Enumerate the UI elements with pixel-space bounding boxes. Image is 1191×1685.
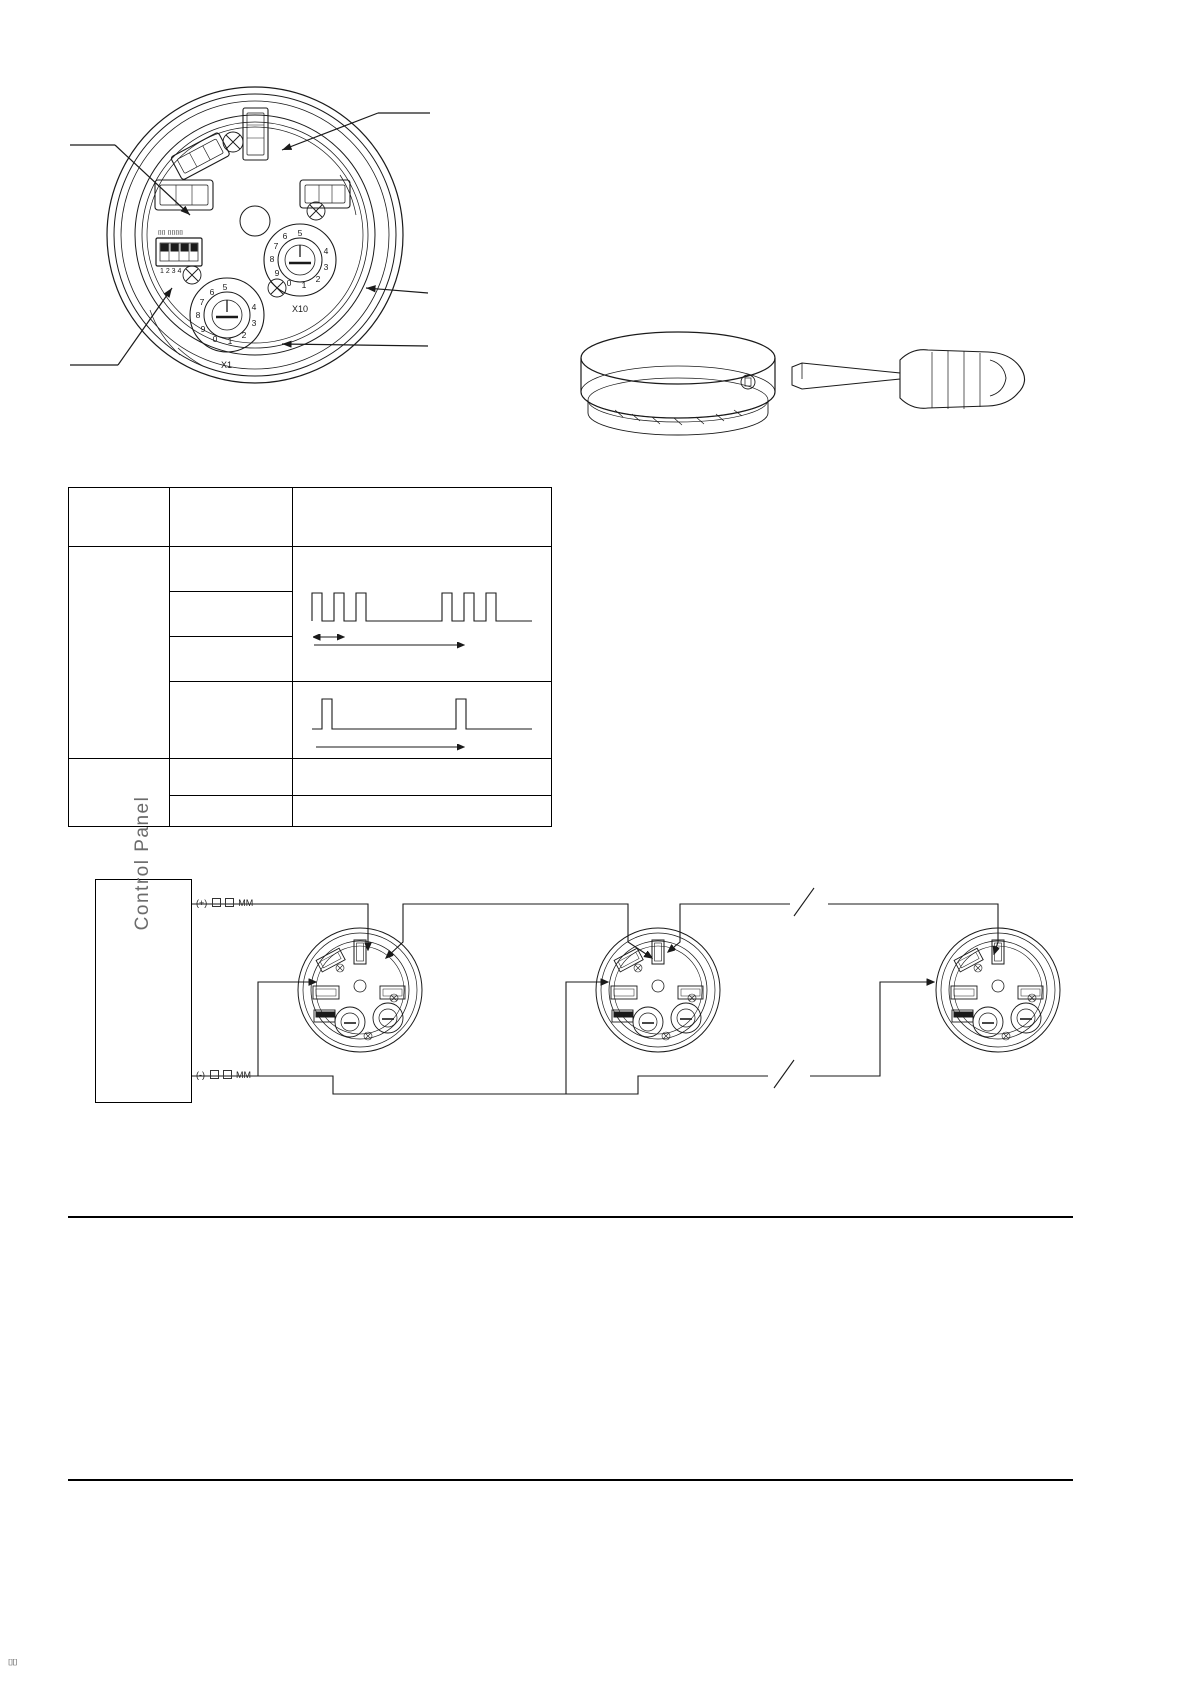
svg-text:⌷⌷ ⌷⌷⌷⌷: ⌷⌷ ⌷⌷⌷⌷ bbox=[158, 230, 184, 237]
terminal-positive-suffix: MM bbox=[238, 898, 254, 908]
detector-head-figure bbox=[570, 320, 1040, 455]
svg-text:6: 6 bbox=[209, 287, 215, 297]
detector-base-figure bbox=[100, 80, 410, 410]
svg-text:0: 0 bbox=[286, 278, 292, 288]
terminal-negative-prefix: (-) bbox=[196, 1070, 205, 1080]
table-row bbox=[69, 488, 552, 547]
device-1 bbox=[298, 928, 422, 1052]
control-panel-label: Control Panel bbox=[131, 795, 153, 931]
divider-top bbox=[68, 1216, 1073, 1218]
terminal-square-icon bbox=[223, 1070, 232, 1079]
svg-text:5: 5 bbox=[297, 228, 303, 238]
terminal-positive-label bbox=[196, 898, 253, 908]
divider-bottom bbox=[68, 1479, 1073, 1481]
svg-text:2: 2 bbox=[241, 330, 247, 340]
waveform-fast-blink bbox=[293, 547, 552, 682]
wiring-diagram bbox=[68, 795, 1078, 1122]
table-cell bbox=[293, 796, 552, 827]
svg-text:1 2 3 4: 1 2 3 4 bbox=[160, 268, 182, 275]
terminal-square-icon bbox=[212, 898, 221, 907]
svg-text:8: 8 bbox=[195, 310, 201, 320]
waveform-slow-blink bbox=[293, 682, 552, 759]
table-cell bbox=[170, 682, 293, 759]
terminal-square-icon bbox=[225, 898, 234, 907]
screwdriver bbox=[792, 350, 1025, 409]
svg-text:1: 1 bbox=[301, 280, 307, 290]
detector-head bbox=[581, 332, 775, 435]
terminal-square-icon bbox=[210, 1070, 219, 1079]
svg-text:4: 4 bbox=[323, 246, 329, 256]
device-3 bbox=[936, 928, 1060, 1052]
svg-text:2: 2 bbox=[315, 274, 321, 284]
table-cell bbox=[170, 488, 293, 547]
svg-text:7: 7 bbox=[273, 241, 279, 251]
table-cell bbox=[69, 488, 170, 547]
table-cell bbox=[293, 488, 552, 547]
svg-text:0: 0 bbox=[212, 334, 218, 344]
svg-text:3: 3 bbox=[323, 262, 329, 272]
svg-text:7: 7 bbox=[199, 297, 205, 307]
table-cell bbox=[170, 592, 293, 637]
table-cell bbox=[69, 547, 170, 759]
svg-text:8: 8 bbox=[269, 254, 275, 264]
corner-mark: ⌷⌷ bbox=[8, 1657, 17, 1667]
svg-text:4: 4 bbox=[251, 302, 257, 312]
svg-text:3: 3 bbox=[251, 318, 257, 328]
terminal-positive-prefix: (+) bbox=[196, 898, 208, 908]
svg-text:X10: X10 bbox=[292, 304, 309, 314]
svg-text:9: 9 bbox=[274, 268, 280, 278]
terminal-negative-suffix: MM bbox=[236, 1070, 252, 1080]
table-row bbox=[69, 547, 552, 592]
svg-text:6: 6 bbox=[282, 231, 288, 241]
device-2 bbox=[596, 928, 720, 1052]
svg-text:X1: X1 bbox=[221, 360, 233, 370]
table-cell bbox=[170, 547, 293, 592]
terminal-negative-label bbox=[196, 1070, 251, 1080]
svg-text:9: 9 bbox=[200, 324, 206, 334]
svg-text:1: 1 bbox=[227, 336, 233, 346]
svg-text:5: 5 bbox=[222, 282, 228, 292]
table-cell bbox=[170, 637, 293, 682]
table-cell bbox=[293, 759, 552, 796]
